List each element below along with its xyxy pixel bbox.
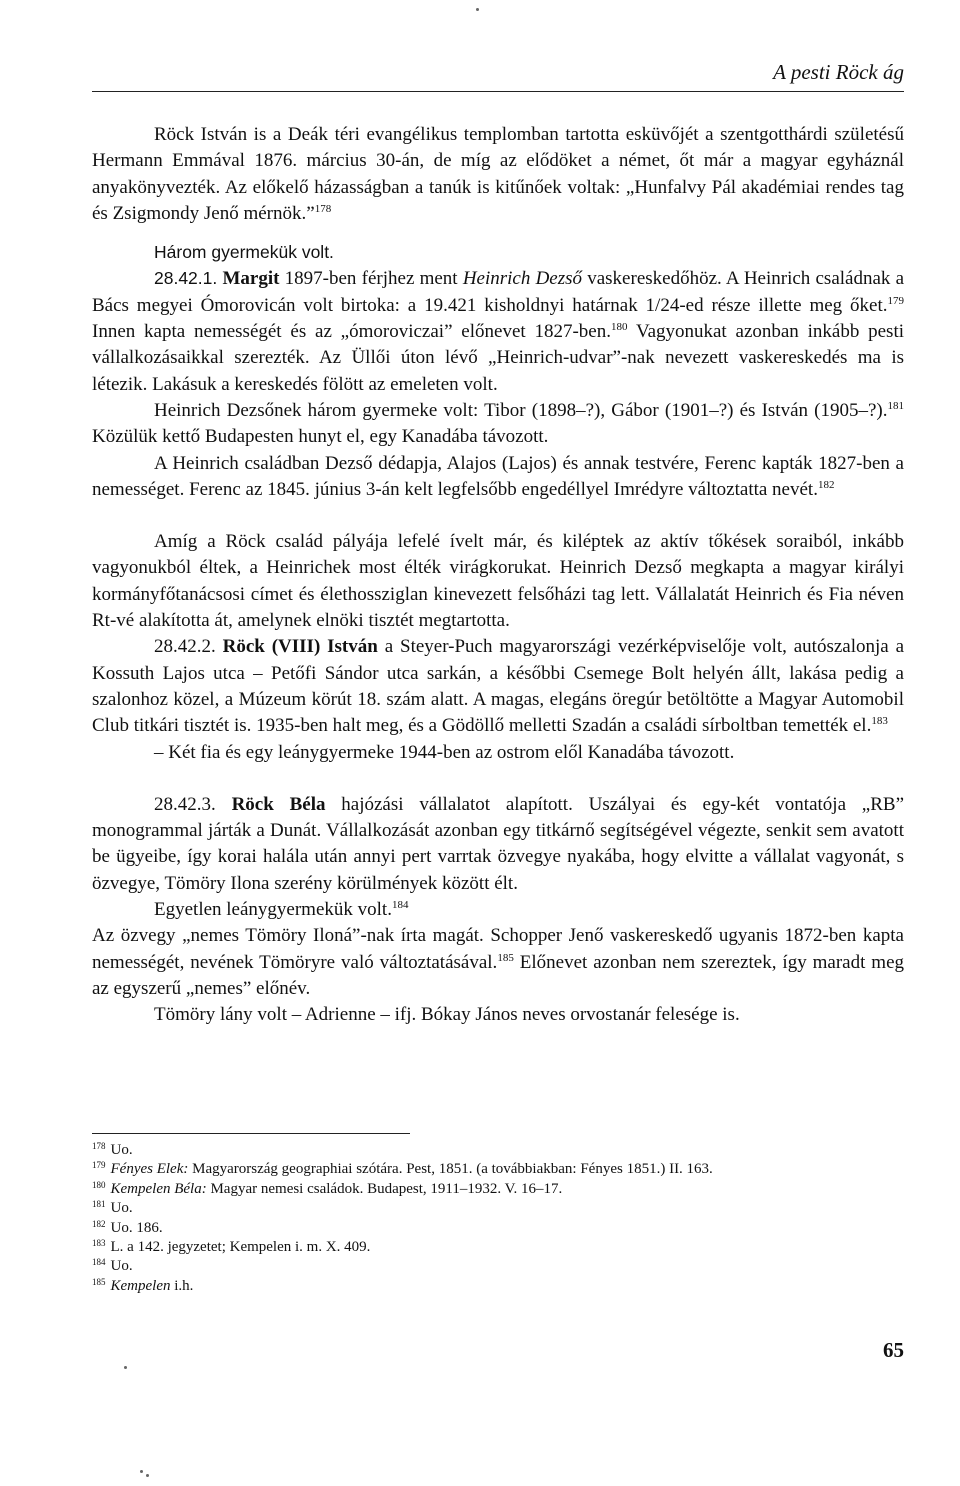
footnotes (92, 1141, 904, 1296)
footnote-number: 183 (92, 1238, 106, 1249)
footnote-ref: 185 (497, 951, 514, 964)
paragraph: Három gyermekük volt. (154, 242, 334, 263)
running-header-title: A pesti Röck ág (773, 60, 904, 84)
paragraph (92, 398, 904, 451)
footnote-ref: 179 (887, 294, 904, 307)
section-28-42-1 (92, 265, 904, 397)
main-text (92, 122, 904, 1029)
paragraph: Tömöry lány volt – Adrienne – ifj. Bókay János neves orvostanár felesége is. (154, 1004, 740, 1026)
paragraph-text: 1897-ben férjhez ment (284, 268, 458, 290)
footnote (92, 1180, 904, 1199)
section-number: 28.42.1. (154, 268, 218, 289)
footnote-number: 184 (92, 1257, 106, 1268)
section-28-42-2 (92, 634, 904, 739)
footnote-text: Uo. (110, 1142, 133, 1158)
section-28-42-3 (92, 792, 904, 897)
scan-speck (124, 1366, 127, 1369)
footnote-number: 182 (92, 1218, 106, 1229)
footnote-author: Kempelen Béla: (110, 1180, 207, 1197)
paragraph (92, 923, 904, 1002)
footnote (92, 1199, 904, 1218)
footnote-ref: 180 (610, 321, 628, 334)
footnote (92, 1257, 904, 1276)
paragraph: – Két fia és egy leánygyermeke 1944-ben az ostrom elől Kanadába távozott. (154, 741, 735, 763)
person-name: Röck Béla (231, 793, 326, 815)
paragraph-text: a Steyer-Puch magyarországi vezérképviselője volt, autószalonja a Kossuth Lajos utca – Petőfi Sándor utca sarkán, a későbbi Csemege Bolt helyén állt, lakása pedig a szalonhoz közel, a Múzeum körút 18. szám alatt. A magas, elegáns öregúr betöltötte a Magyar Automobil Club titkári tisztét is. 1935-ben halt meg, és a Gödöllő melletti Szadán a családi sírboltban temették el. (92, 636, 905, 737)
footnote (92, 1238, 904, 1257)
section-number: 28.42.2. (154, 636, 216, 658)
footnote-number: 178 (92, 1141, 106, 1151)
footnote-text: L. a 142. jegyzetet; Kempelen i. m. X. 409. (110, 1239, 371, 1256)
scan-speck (146, 1474, 149, 1477)
footnote (92, 1141, 904, 1160)
person-name: Röck (VIII) István (222, 636, 378, 658)
page-number: 65 (883, 1338, 904, 1362)
footnote (92, 1277, 904, 1296)
paragraph: Amíg a Röck család pályája lefelé ívelt már, és kiléptek az aktív tőkések soraiból, inkább vagyonukból éltek, a Heinrichek most élték virágkorukat. Heinrich Dezső megkapta a magyar királyi kormányfőtanácsosi címet és élethossziglan kinevezett felsőházi tag lett. Vállalatát Heinrich és Fia néven Rt-vé alakította át, amelynek elnöki tisztét megtartotta. (92, 531, 904, 632)
footnote-number: 185 (92, 1276, 106, 1287)
footnote (92, 1160, 904, 1179)
paragraph-text: Közülük kettő Budapesten hunyt el, egy Kanadába távozott. (92, 426, 549, 448)
footnote-text: Uo. (110, 1258, 133, 1275)
paragraph-text: A Heinrich családban Dezső dédapja, Alajos (Lajos) és annak testvére, Ferenc kapták 1827-ben a nemességet. Ferenc az 1845. június 3-án kelt legfelsőbb engedéllyel Imrédyre változtatta nevét. (92, 452, 904, 500)
scan-speck (140, 1470, 143, 1473)
person-name: Heinrich Dezső (462, 268, 583, 290)
scan-speck (476, 8, 479, 11)
footnote-separator (92, 1133, 410, 1134)
footnote-author: Fényes Elek: (110, 1161, 189, 1178)
paragraph-text: Röck István is a Deák téri evangélikus templomban tartotta esküvőjét a szentgotthárdi születésű Hermann Emmával 1876. március 30-án, de míg az elődöket a német, őt már a magyar egyháznál anyakönyvezték. Az előkelő házasságban a tanúk is kitűnőek voltak: „Hunfalvy Pál akadémiai rendes tag és Zsigmondy Jenő mérnök.” (92, 124, 904, 224)
paragraph-text: Egyetlen leánygyermekük volt. (154, 899, 392, 921)
footnote-ref: 182 (817, 478, 835, 491)
footnote-author: Kempelen (110, 1277, 171, 1294)
paragraph-text: Előnevet azonban nem szereztek, így maradt meg az egyszerű „nemes” előnév. (92, 951, 905, 999)
paragraph (92, 122, 904, 227)
footnote-text: Uo. (110, 1200, 133, 1217)
paragraph-text: Innen kapta nemességét és az „ómoroviczai” előnevet 1827-ben. (92, 321, 611, 343)
section-number: 28.42.3. (154, 793, 216, 815)
footnote-ref: 181 (887, 399, 904, 412)
footnote-ref: 178 (314, 202, 332, 215)
paragraph (92, 451, 904, 504)
footnote (92, 1219, 904, 1238)
paragraph-text: hajózási vállalatot alapított. Uszályai és egy-két vontatója „RB” monogrammal járták a Dunát. Vállalkozását azonban egy titkárnő segítségével végezte, senkit sem avatott be ügyeibe, így korai halála után annyi pert varrtak özvegye nyakába, hogy elvitte a vállalat vagyonát, s özvegye, Tömöry Ilona szerény körülmények között élt. (92, 793, 905, 894)
footnote-text: i.h. (174, 1277, 194, 1294)
paragraph-text: Az özvegy „nemes Tömöry Iloná”-nak írta magát. Schopper Jenő vaskereskedő ugyanis 1872-ben kapta nemességét, nevének Tömöryre való változtatásával. (92, 925, 904, 973)
paragraph-text: vaskereskedőhöz. A Heinrich családnak a Bács megyei Ómorovicán volt birtoka: a 19.421 kisholdnyi határnak 1/24-ed része illette meg őket. (92, 268, 905, 316)
paragraph-text: Heinrich Dezsőnek három gyermeke volt: Tibor (1898–?), Gábor (1901–?) és István (1905–?). (154, 399, 888, 421)
footnote-ref: 183 (871, 715, 888, 728)
person-name: Margit (222, 268, 280, 290)
footnote-number: 181 (92, 1199, 106, 1210)
running-header (92, 60, 904, 92)
footnote-text: Uo. 186. (110, 1219, 163, 1236)
paragraph (92, 897, 904, 923)
footnote-number: 180 (92, 1179, 106, 1190)
footnote-ref: 184 (391, 899, 409, 912)
footnote-number: 179 (92, 1160, 106, 1171)
footnote-text: Magyarország geographiai szótára. Pest, 1851. (a továbbiakban: Fényes 1851.) II. 163. (192, 1161, 713, 1178)
paragraph-text: Vagyonukat azonban inkább pesti vállalkozásaikkal szerezték. Az Üllői úton lévő „Heinrich-udvar”-nak nevezett vaskereskedés ma is létezik. Lakásuk a kereskedés fölött az emeleten volt. (92, 321, 905, 395)
footnote-text: Magyar nemesi családok. Budapest, 1911–1932. V. 16–17. (210, 1180, 563, 1197)
